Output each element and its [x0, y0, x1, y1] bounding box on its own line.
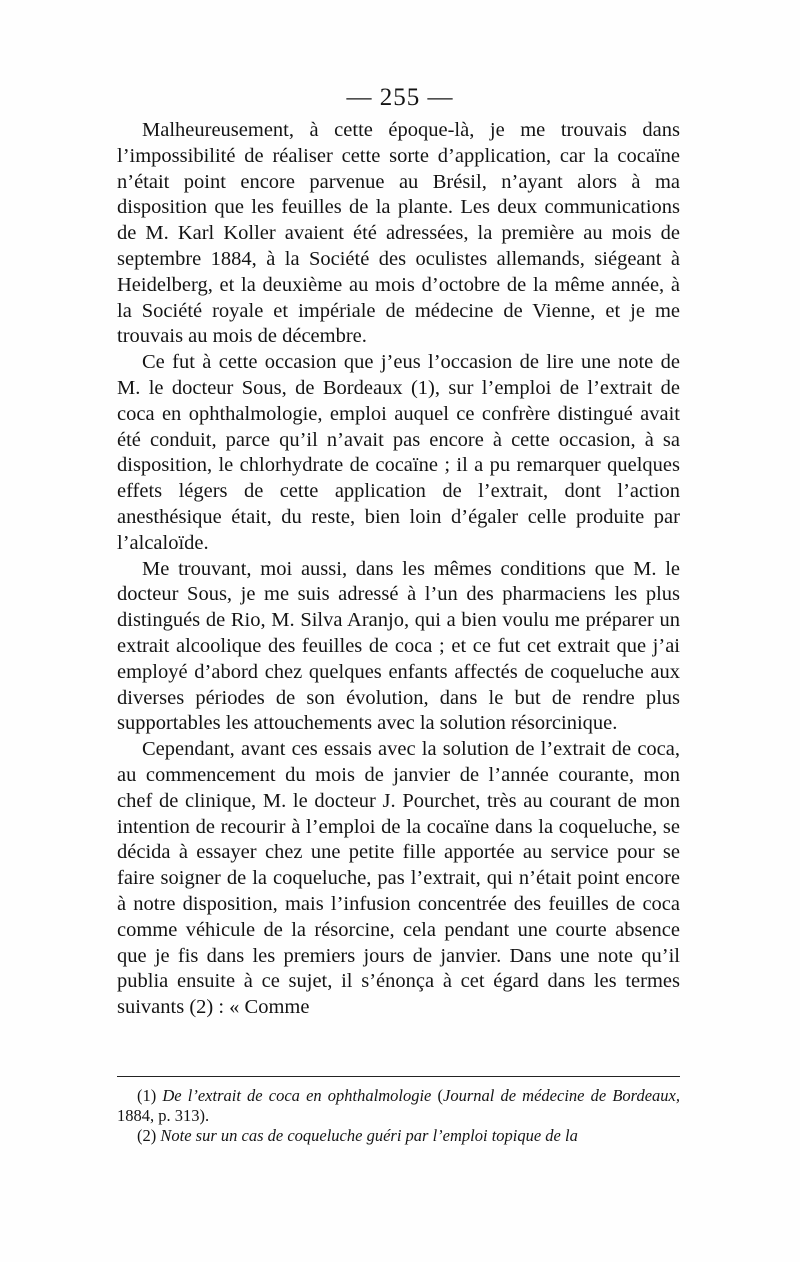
footnote [117, 1126, 680, 1146]
footnote [117, 1086, 680, 1126]
page-number: — 255 — [346, 84, 454, 111]
paragraph: Me trouvant, moi aussi, dans les mêmes conditions que M. le docteur Sous, je me suis adressé à l’un des pharmaciens les plus distingués de Rio, M. Silva Aranjo, qui a bien voulu me préparer un extrait alcoolique des feuilles de coca ; et ce fut cet extrait que j’ai employé d’abord chez quelques enfants affectés de coqueluche aux diverses périodes de son évolution, dans le but de rendre plus supportables les attouchements avec la solution résorcinique. [117, 557, 680, 735]
paragraph: Ce fut à cette occasion que j’eus l’occasion de lire une note de M. le docteur Sous, de Bordeaux (1), sur l’emploi de l’extrait de coca en ophthalmologie, emploi auquel ce confrère distingué avait été conduit, parce qu’il n’avait pas encore à cette occasion, à sa disposition, le chlorhydrate de cocaïne ; il a pu remarquer quelques effets légers de cette application de l’extrait, dont l’action anesthésique était, du reste, bien loin d’égaler celle produite par l’alcaloïde. [117, 351, 680, 554]
footnote-text: ( [431, 1086, 443, 1105]
footnote-divider [117, 1076, 680, 1077]
footnote-journal: Journal de médecine de Bordeaux, [443, 1086, 680, 1105]
footnotes [117, 1086, 680, 1146]
paragraph: Cependant, avant ces essais avec la solution de l’extrait de coca, au commencement du mois de janvier de l’année courante, mon chef de clinique, M. le docteur J. Pourchet, très au courant de mon intention de recourir à l’emploi de la cocaïne dans la coqueluche, se décida à essayer chez une petite fille apportée au service pour se faire soigner de la coqueluche, pas l’extrait, qui n’était point encore à notre disposition, mais l’infusion concentrée des feuilles de coca comme véhicule de la résorcine, cela pendant une courte absence que je fis dans les premiers jours de janvier. Dans une note qu’il publia ensuite à ce sujet, il s’énonça à cet égard dans les termes suivants (2) : « Comme [117, 738, 680, 1019]
paragraph: Malheureusement, à cette époque-là, je me trouvais dans l’impossibilité de réaliser cette sorte d’application, car la cocaïne n’était point encore parvenue au Brésil, n’ayant alors à ma disposition que les feuilles de la plante. Les deux communications de M. Karl Koller avaient été adressées, la première au mois de septembre 1884, à la Société des oculistes allemands, siégeant à Heidelberg, et la deuxième au mois d’octobre de la même année, à la Société royale et impériale de médecine de Vienne, et je me trouvais au mois de décembre. [117, 119, 680, 348]
body-text [117, 118, 680, 1021]
footnote-marker: (2) [137, 1126, 157, 1145]
footnote-title: De l’extrait de coca en ophthalmologie [162, 1086, 432, 1105]
footnote-marker: (1) [137, 1086, 157, 1105]
footnote-title: Note sur un cas de coqueluche guéri par l’emploi topique de la [160, 1126, 578, 1145]
footnote-text: 1884, p. 313). [117, 1106, 210, 1125]
